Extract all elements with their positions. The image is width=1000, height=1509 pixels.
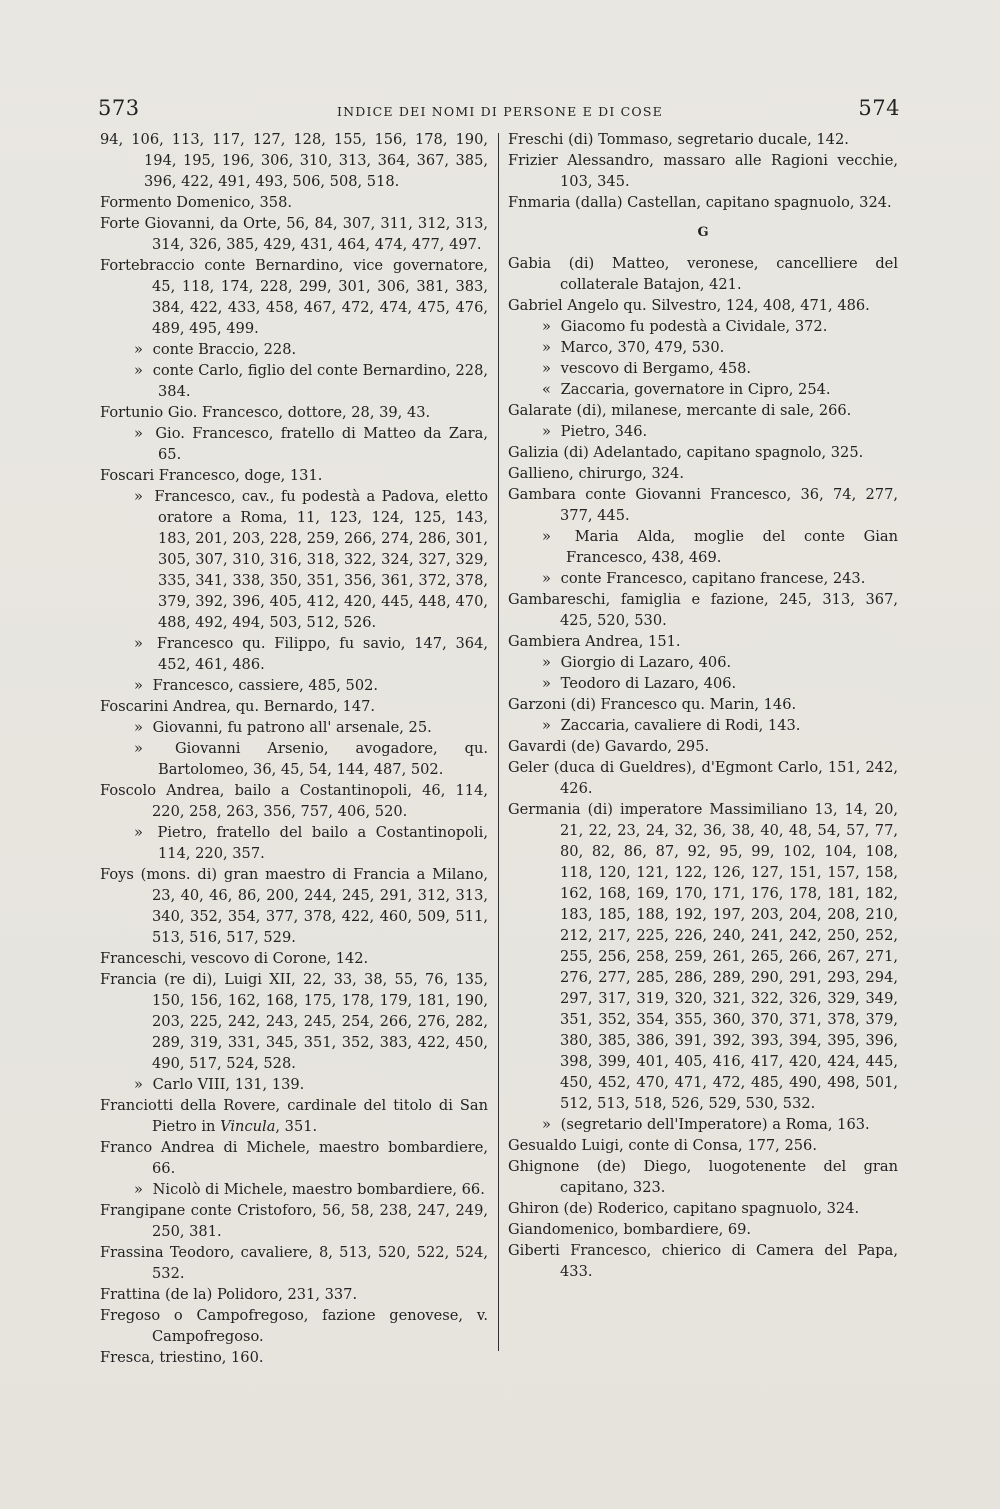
entry-text: Fortunio Gio. Francesco, dottore, 28, 39, 43. xyxy=(100,404,431,421)
entry-text: Gavardi (de) Gavardo, 295. xyxy=(508,738,710,755)
index-entry xyxy=(100,696,488,717)
entry-text: Ghignone (de) Diego, luogotenente del gran capitano, 323. xyxy=(508,1158,898,1196)
index-entry xyxy=(100,1284,488,1305)
entry-text: Gio. Francesco, fratello di Matteo da Zara, 65. xyxy=(155,425,488,463)
entry-text: Galizia (di) Adelantado, capitano spagnolo, 325. xyxy=(508,444,864,461)
entry-text: Marco, 370, 479, 530. xyxy=(560,339,725,356)
index-subentry xyxy=(100,675,488,696)
index-subentry xyxy=(100,717,488,738)
ditto-mark: » xyxy=(134,341,143,358)
entry-text: Frangipane conte Cristoforo, 56, 58, 238, 247, 249, 250, 381. xyxy=(100,1202,488,1240)
entry-text: Geler (duca di Gueldres), d'Egmont Carlo, 151, 242, 426. xyxy=(508,759,898,797)
section-letter: G xyxy=(697,225,709,240)
ditto-mark: » xyxy=(134,719,143,736)
index-entry xyxy=(100,948,488,969)
ditto-mark: » xyxy=(542,1116,551,1133)
entry-text: Franciotti della Rovere, cardinale del titolo di San Pietro in xyxy=(100,1097,488,1135)
entry-text: Gabriel Angelo qu. Silvestro, 124, 408, 471, 486. xyxy=(508,297,870,314)
index-subentry xyxy=(508,673,898,694)
index-entry xyxy=(100,213,488,255)
index-entry xyxy=(508,799,898,1114)
index-entry xyxy=(508,442,898,463)
ditto-mark: » xyxy=(542,423,551,440)
entry-text: Foscolo Andrea, bailo a Costantinopoli, 46, 114, 220, 258, 263, 356, 757, 406, 520. xyxy=(100,782,488,820)
index-entry xyxy=(100,780,488,822)
index-entry xyxy=(100,1200,488,1242)
entry-text: 94, 106, 113, 117, 127, 128, 155, 156, 178, 190, 194, 195, 196, 306, 310, 313, 364, 367, 385, 396, 422, 491, 493, 506, 508, 518. xyxy=(100,131,488,190)
page-number-right: 574 xyxy=(858,96,900,120)
entry-text: Ghiron (de) Roderico, capitano spagnuolo, 324. xyxy=(508,1200,860,1217)
ditto-mark: » xyxy=(134,1076,143,1093)
index-entry xyxy=(508,1240,898,1282)
index-subentry xyxy=(508,379,898,400)
entry-text: Formento Domenico, 358. xyxy=(100,194,293,211)
index-subentry xyxy=(100,633,488,675)
right-column xyxy=(508,129,898,1282)
entry-text: vescovo di Bergamo, 458. xyxy=(560,360,752,377)
index-subentry xyxy=(100,1074,488,1095)
index-entry xyxy=(100,1305,488,1347)
index-subentry xyxy=(508,1114,898,1135)
entry-text: Giovanni, fu patrono all' arsenale, 25. xyxy=(152,719,432,736)
entry-text: Francesco, cav., fu podestà a Padova, eletto oratore a Roma, 11, 123, 124, 125, 143, 183, 201, 203, 228, 259, 266, 274, 286, 301, 305, 307, 310, 316, 318, 322, 324, 327, 329, 335, 341, 338, 350, 351, 356, 361, 372, 378, 379, 392, 396, 405, 412, 420, 445, 448, 470, 488, 492, 494, 503, 512, 526. xyxy=(154,488,489,631)
index-subentry xyxy=(508,358,898,379)
ditto-mark: » xyxy=(542,339,551,356)
ditto-mark: « xyxy=(542,381,551,398)
entry-text: Giorgio di Lazaro, 406. xyxy=(560,654,732,671)
entry-text: Carlo VIII, 131, 139. xyxy=(152,1076,305,1093)
index-entry xyxy=(508,1156,898,1198)
entry-text: Giacomo fu podestà a Cividale, 372. xyxy=(560,318,828,335)
entry-text: Pietro, fratello del bailo a Costantinopoli, 114, 220, 357. xyxy=(157,824,488,862)
ditto-mark: » xyxy=(134,740,143,757)
ditto-mark: » xyxy=(542,570,551,587)
ditto-mark: » xyxy=(134,488,143,505)
index-entry xyxy=(508,192,898,213)
index-entry xyxy=(508,400,898,421)
entry-text: (segretario dell'Imperatore) a Roma, 163. xyxy=(560,1116,870,1133)
entry-text: Fregoso o Campofregoso, fazione genovese, v. Campofregoso. xyxy=(100,1307,488,1345)
index-entry xyxy=(508,295,898,316)
index-entry xyxy=(508,1219,898,1240)
entry-text: Foys (mons. di) gran maestro di Francia a Milano, 23, 40, 46, 86, 200, 244, 245, 291, 312, 313, 340, 352, 354, 377, 378, 422, 460, 509, 511, 513, 516, 517, 529. xyxy=(100,866,488,946)
index-subentry xyxy=(100,423,488,465)
entry-tail: , 351. xyxy=(275,1118,318,1135)
index-entry xyxy=(508,757,898,799)
index-entry xyxy=(508,129,898,150)
index-subentry xyxy=(508,652,898,673)
index-entry xyxy=(508,150,898,192)
entry-text: Frattina (de la) Polidoro, 231, 337. xyxy=(100,1286,358,1303)
entry-text: Gallieno, chirurgo, 324. xyxy=(508,465,684,482)
index-entry xyxy=(100,402,488,423)
index-subentry xyxy=(508,337,898,358)
entry-text: Franco Andrea di Michele, maestro bombardiere, 66. xyxy=(100,1139,488,1177)
entry-text: Giberti Francesco, chierico di Camera del Papa, 433. xyxy=(508,1242,898,1280)
entry-text: Francia (re di), Luigi XII, 22, 33, 38, 55, 76, 135, 150, 156, 162, 168, 175, 178, 179, 181, 190, 203, 225, 242, 243, 245, 254, 266, 276, 282, 289, 319, 331, 345, 351, 352, 383, 422, 450, 490, 517, 524, 528. xyxy=(100,971,488,1072)
entry-text: Gesualdo Luigi, conte di Consa, 177, 256. xyxy=(508,1137,817,1154)
ditto-mark: » xyxy=(542,654,551,671)
column-divider xyxy=(498,133,499,1351)
entry-text: Garzoni (di) Francesco qu. Marin, 146. xyxy=(508,696,797,713)
index-entry xyxy=(100,1095,488,1137)
index-entry xyxy=(100,864,488,948)
ditto-mark: » xyxy=(134,425,143,442)
entry-text: Freschi (di) Tommaso, segretario ducale, 142. xyxy=(508,131,849,148)
index-entry xyxy=(100,1137,488,1179)
ditto-mark: » xyxy=(134,362,143,379)
index-subentry xyxy=(508,421,898,442)
entry-text: conte Carlo, figlio del conte Bernardino, 228, 384. xyxy=(152,362,489,400)
entry-text: Fnmaria (dalla) Castellan, capitano spagnuolo, 324. xyxy=(508,194,892,211)
index-entry xyxy=(100,192,488,213)
entry-text: Pietro, 346. xyxy=(560,423,648,440)
index-subentry xyxy=(100,360,488,402)
index-entry xyxy=(508,253,898,295)
index-subentry xyxy=(100,1179,488,1200)
index-entry xyxy=(100,255,488,339)
entry-text: Gambara conte Giovanni Francesco, 36, 74, 277, 377, 445. xyxy=(508,486,898,524)
entry-text: Fresca, triestino, 160. xyxy=(100,1349,264,1366)
index-entry xyxy=(508,1198,898,1219)
ditto-mark: » xyxy=(542,360,551,377)
entry-text: Francesco qu. Filippo, fu savio, 147, 364, 452, 461, 486. xyxy=(156,635,489,673)
entry-text: conte Francesco, capitano francese, 243. xyxy=(560,570,866,587)
index-entry xyxy=(100,1242,488,1284)
ditto-mark: » xyxy=(542,717,551,734)
entry-text: Gabia (di) Matteo, veronese, cancelliere del collaterale Batajon, 421. xyxy=(508,255,898,293)
entry-text: Maria Alda, moglie del conte Gian Francesco, 438, 469. xyxy=(566,528,898,566)
index-entry xyxy=(100,465,488,486)
entry-text: conte Braccio, 228. xyxy=(152,341,297,358)
running-title: INDICE DEI NOMI DI PERSONE E DI COSE xyxy=(337,104,663,119)
ditto-mark: » xyxy=(134,635,143,652)
entry-text: Zaccaria, governatore in Cipro, 254. xyxy=(560,381,831,398)
index-subentry xyxy=(508,526,898,568)
entry-text: Franceschi, vescovo di Corone, 142. xyxy=(100,950,369,967)
index-subentry xyxy=(508,316,898,337)
ditto-mark: » xyxy=(542,318,551,335)
index-entry-continuation xyxy=(100,129,488,192)
index-entry xyxy=(508,589,898,631)
entry-text: Gambareschi, famiglia e fazione, 245, 313, 367, 425, 520, 530. xyxy=(508,591,898,629)
page-number-left: 573 xyxy=(98,96,140,120)
entry-text: Gambiera Andrea, 151. xyxy=(508,633,681,650)
entry-text: Nicolò di Michele, maestro bombardiere, 66. xyxy=(152,1181,485,1198)
index-subentry xyxy=(100,339,488,360)
index-subentry xyxy=(508,715,898,736)
index-subentry xyxy=(100,738,488,780)
ditto-mark: » xyxy=(134,1181,143,1198)
entry-text: Fortebraccio conte Bernardino, vice governatore, 45, 118, 174, 228, 299, 301, 306, 381, 383, 384, 422, 433, 458, 467, 472, 474, 475, 476, 489, 495, 499. xyxy=(100,257,488,337)
entry-italic: Vincula xyxy=(220,1118,276,1135)
index-entry xyxy=(508,463,898,484)
page-header xyxy=(0,96,1000,126)
ditto-mark: » xyxy=(134,824,143,841)
ditto-mark: » xyxy=(542,528,551,545)
index-entry xyxy=(508,694,898,715)
entry-text: Foscari Francesco, doge, 131. xyxy=(100,467,323,484)
entry-text: Forte Giovanni, da Orte, 56, 84, 307, 311, 312, 313, 314, 326, 385, 429, 431, 464, 474, 477, 497. xyxy=(100,215,488,253)
ditto-mark: » xyxy=(542,675,551,692)
entry-text: Galarate (di), milanese, mercante di sale, 266. xyxy=(508,402,852,419)
ditto-mark: » xyxy=(134,677,143,694)
index-subentry xyxy=(100,822,488,864)
left-column xyxy=(100,129,488,1368)
entry-text: Zaccaria, cavaliere di Rodi, 143. xyxy=(560,717,801,734)
entry-text: Teodoro di Lazaro, 406. xyxy=(560,675,737,692)
index-subentry xyxy=(100,486,488,633)
index-entry xyxy=(508,631,898,652)
entry-text: Germania (di) imperatore Massimiliano 13, 14, 20, 21, 22, 23, 24, 32, 36, 38, 40, 48, 54, 57, 77, 80, 82, 86, 87, 92, 95, 99, 102, 104, 108, 118, 120, 121, 122, 126, 127, 151, 157, 158, 162, 168, 169, 170, 171, 176, 178, 181, 182, 183, 185, 188, 192, 197, 203, 204, 208, 210, 212, 217, 225, 226, 240, 241, 242, 250, 252, 255, 256, 258, 259, 261, 265, 266, 267, 271, 276, 277, 285, 286, 289, 290, 291, 293, 294, 297, 317, 319, 320, 321, 322, 326, 329, 349, 351, 352, 354, 355, 360, 370, 371, 378, 379, 380, 385, 386, 391, 392, 393, 394, 395, 396, 398, 399, 401, 405, 416, 417, 420, 424, 445, 450, 452, 470, 471, 472, 485, 490, 498, 501, 512, 513, 518, 526, 529, 530, 532. xyxy=(508,801,898,1112)
entry-text: Foscarini Andrea, qu. Bernardo, 147. xyxy=(100,698,376,715)
index-entry xyxy=(508,736,898,757)
entry-text: Giandomenico, bombardiere, 69. xyxy=(508,1221,752,1238)
entry-text: Giovanni Arsenio, avogadore, qu. Bartolomeo, 36, 45, 54, 144, 487, 502. xyxy=(158,740,488,778)
index-entry xyxy=(508,1135,898,1156)
index-subentry xyxy=(508,568,898,589)
index-entry xyxy=(100,969,488,1074)
entry-text: Frassina Teodoro, cavaliere, 8, 513, 520, 522, 524, 532. xyxy=(100,1244,488,1282)
entry-text: Frizier Alessandro, massaro alle Ragioni vecchie, 103, 345. xyxy=(508,152,898,190)
entry-text: Francesco, cassiere, 485, 502. xyxy=(152,677,379,694)
index-entry xyxy=(508,484,898,526)
index-entry xyxy=(100,1347,488,1368)
